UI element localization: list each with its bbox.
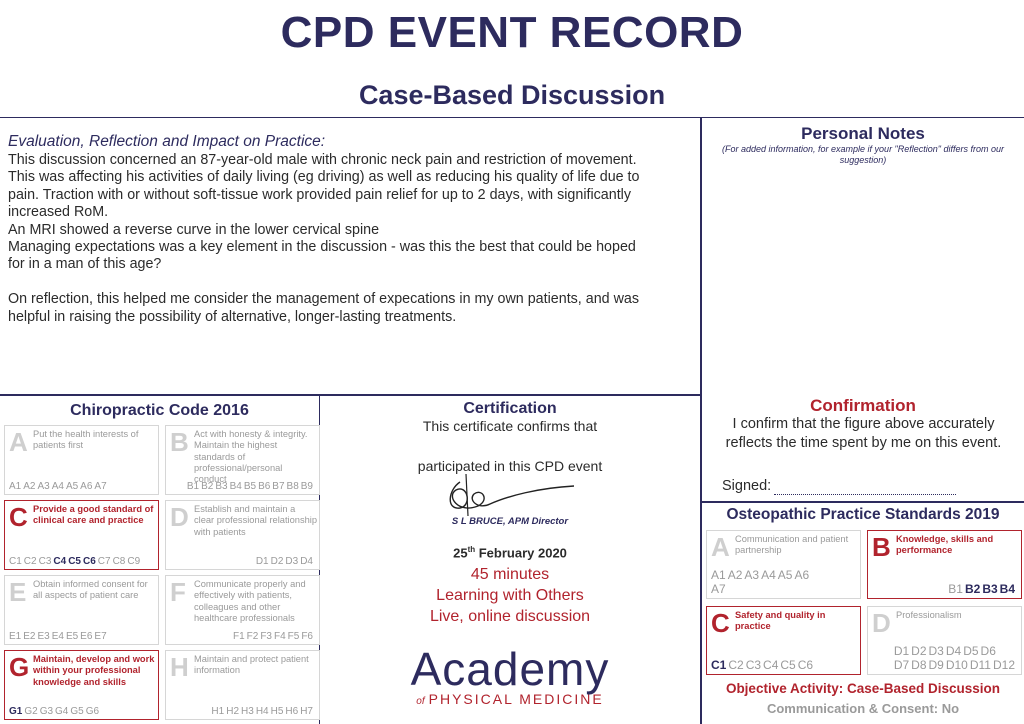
chiro-code-cell-c <box>4 500 159 570</box>
standard-code: F3 <box>260 631 272 642</box>
ops-standard-letter: D <box>872 608 891 638</box>
standard-code: B5 <box>243 481 257 492</box>
standard-code: A1 <box>9 481 22 492</box>
standard-code: F5 <box>287 631 300 642</box>
standard-code: C3 <box>745 658 762 672</box>
standard-code: D9 <box>928 658 944 672</box>
ops-standard-description: Communication and patient partnership <box>735 534 849 556</box>
chiro-code-cell-g <box>4 650 159 720</box>
signature-line[interactable] <box>774 494 956 495</box>
standard-code: C6 <box>82 556 96 567</box>
personal-notes-subheading-line: suggestion) <box>839 155 887 165</box>
page-subtitle: Case-Based Discussion <box>358 80 666 110</box>
standard-code: D6 <box>980 644 996 658</box>
standard-code: E4 <box>51 631 64 642</box>
standard-code: A1 <box>711 568 726 582</box>
chiro-code-description: Obtain informed consent for all aspects of patient care <box>33 579 148 601</box>
chiro-code-description: Provide a good standard of clinical care and practice <box>33 504 154 526</box>
standard-code: C7 <box>97 556 111 567</box>
academy-logo-subtitle-text: PHYSICAL MEDICINE <box>428 691 604 707</box>
evaluation-line: Managing expectations was a key element in the discussion - was this the best that could be hoped <box>8 239 636 255</box>
standard-code: B3 <box>982 582 998 596</box>
certification-line-2: participated in this CPD event <box>417 458 603 474</box>
chiropractic-code-panel <box>0 395 320 724</box>
certification-panel <box>320 395 701 724</box>
standard-code: C5 <box>780 658 796 672</box>
standard-code: C3 <box>38 556 52 567</box>
event-format: Live, online discussion <box>429 608 591 625</box>
ops-standard-codes <box>948 582 1017 596</box>
chiro-code-letter: D <box>170 502 189 532</box>
event-duration: 45 minutes <box>470 566 550 583</box>
standard-code: D4 <box>300 556 313 567</box>
ops-standard-letter: C <box>711 608 730 638</box>
standard-code: D1 <box>893 644 910 658</box>
standard-code: B7 <box>272 481 285 492</box>
standard-code: E6 <box>80 631 93 642</box>
chiro-code-codes <box>9 706 101 717</box>
standard-code: E3 <box>37 631 50 642</box>
ops-standard-cell-b <box>867 530 1022 599</box>
chiro-code-letter: H <box>170 652 189 682</box>
osteopathic-standards-heading: Osteopathic Practice Standards 2019 <box>726 506 1000 523</box>
chiro-code-cell-d <box>165 500 320 570</box>
ops-standard-letter: B <box>872 532 891 562</box>
evaluation-line: pain. Traction with or without soft-tissue work provided pain relief for up to 2 days, with significantly <box>8 186 632 203</box>
academy-logo-of: of <box>416 696 425 707</box>
standard-code: G1 <box>9 706 23 717</box>
standard-code: D5 <box>963 644 979 658</box>
page-title: CPD EVENT RECORD <box>280 8 744 57</box>
standard-code: E1 <box>9 631 22 642</box>
standard-code: B6 <box>258 481 271 492</box>
event-date <box>320 545 700 560</box>
standard-code: A5 <box>777 568 793 582</box>
ops-standard-cell-c <box>706 606 861 675</box>
personal-notes-subheading-line: (For added information, for example if your "Reflection" differs from our <box>721 144 1004 154</box>
standard-code: A2 <box>23 481 36 492</box>
ops-standard-codes <box>894 644 1017 672</box>
standard-code: A7 <box>94 481 107 492</box>
standard-code: C4 <box>53 556 67 567</box>
chiro-code-description: Act with honesty & integrity. Maintain the highest standards of professional/personal conduct <box>194 429 308 485</box>
ops-standard-description: Safety and quality in practice <box>735 610 826 632</box>
ops-standard-description: Professionalism <box>896 610 962 620</box>
communication-consent: Communication & Consent: No <box>766 701 960 716</box>
standard-code: B2 <box>964 582 981 596</box>
evaluation-line: helpful in raising the possibility of alternative, longer-lasting treatments. <box>8 308 457 325</box>
standard-code: H4 <box>255 706 269 717</box>
ops-standard-codes <box>711 658 815 672</box>
confirmation-text-line: I confirm that the figure above accurately <box>732 416 995 432</box>
standard-code: A6 <box>794 568 810 582</box>
standard-code: A6 <box>80 481 93 492</box>
chiro-code-description: Communicate properly and effectively with patients, colleagues and other healthcare professionals <box>194 579 306 623</box>
standard-code: D8 <box>911 658 927 672</box>
signatory-name: S L BRUCE, APM Director <box>451 516 569 527</box>
confirmation-text-line: reflects the time spent by me on this event. <box>725 435 1002 451</box>
chiro-code-description: Establish and maintain a clear professional relationship with patients <box>194 504 317 537</box>
standard-code: H7 <box>300 706 313 717</box>
standard-code: D11 <box>969 658 991 672</box>
standard-code: G5 <box>70 706 84 717</box>
personal-notes-subheading <box>702 144 1024 166</box>
standard-code: G3 <box>39 706 54 717</box>
academy-logo-subtitle <box>320 691 700 707</box>
chiro-code-letter: F <box>170 577 186 607</box>
standard-code: A3 <box>744 568 760 582</box>
evaluation-line: On reflection, this helped me consider the management of expecations in my own patients, and was <box>8 291 640 308</box>
standard-code: H5 <box>270 706 284 717</box>
standard-code: F2 <box>246 631 259 642</box>
chiro-code-codes <box>256 556 315 567</box>
chiro-code-codes <box>211 706 315 717</box>
standard-code: F4 <box>273 631 286 642</box>
chiro-code-letter: E <box>9 577 27 607</box>
chiro-code-cell-a <box>4 425 159 495</box>
standard-code: B1 <box>186 481 200 492</box>
standard-code: D3 <box>285 556 299 567</box>
standard-code: A2 <box>727 568 743 582</box>
standard-code: G6 <box>85 706 100 717</box>
signature-scribble <box>438 470 588 520</box>
standard-code: D10 <box>945 658 968 672</box>
standard-code: E5 <box>65 631 79 642</box>
standard-code: B9 <box>300 481 313 492</box>
standard-code: C5 <box>68 556 81 567</box>
chiro-code-description: Maintain, develop and work within your professional knowledge and skills <box>33 654 155 687</box>
standard-code: D1 <box>255 556 269 567</box>
standard-code: B8 <box>286 481 299 492</box>
chiro-code-cell-b <box>165 425 320 495</box>
osteopathic-standards-panel <box>701 502 1024 724</box>
ops-standard-cell-a <box>706 530 861 599</box>
standard-code: H2 <box>226 706 240 717</box>
evaluation-line: An MRI showed a reverse curve in the lower cervical spine <box>8 221 380 238</box>
evaluation-panel <box>0 117 701 395</box>
chiro-code-cell-f <box>165 575 320 645</box>
chiro-code-codes <box>9 481 109 492</box>
standard-code: C2 <box>23 556 37 567</box>
standard-code: B4 <box>229 481 242 492</box>
chiro-code-cell-h <box>165 650 320 720</box>
academy-logo-wordmark: Academy <box>410 643 610 695</box>
personal-notes-heading: Personal Notes <box>801 124 925 143</box>
evaluation-line: increased RoM. <box>8 204 109 221</box>
standard-code: C1 <box>711 658 727 672</box>
standard-code: C1 <box>9 556 22 567</box>
event-date-day: 25 <box>453 545 468 561</box>
chiro-code-letter: C <box>9 502 28 532</box>
chiro-code-letter: B <box>170 427 189 457</box>
standard-code: B4 <box>999 582 1015 596</box>
ops-standard-letter: A <box>711 532 730 562</box>
standard-code: D2 <box>911 644 927 658</box>
chiro-code-letter: A <box>9 427 28 457</box>
chiro-code-codes <box>9 631 109 642</box>
standard-code: H1 <box>211 706 225 717</box>
standard-code: A4 <box>761 568 776 582</box>
standard-code: H3 <box>241 706 254 717</box>
standard-code: C4 <box>763 658 779 672</box>
chiro-code-description: Put the health interests of patients first <box>33 429 139 451</box>
chiro-code-letter: G <box>9 652 30 682</box>
chiro-code-description: Maintain and protect patient information <box>194 654 309 676</box>
certification-heading: Certification <box>463 400 557 417</box>
standard-code: D7 <box>893 658 910 672</box>
confirmation-text <box>712 415 1015 453</box>
standard-code: D4 <box>945 644 962 658</box>
standard-code: B1 <box>948 582 963 596</box>
event-date-suffix: th <box>467 545 476 554</box>
standard-code: A4 <box>51 481 64 492</box>
event-date-rest: February 2020 <box>475 545 567 561</box>
evaluation-line: for in a man of this age? <box>8 256 162 273</box>
chiropractic-code-heading: Chiropractic Code 2016 <box>70 402 249 419</box>
standard-code: C8 <box>112 556 126 567</box>
standard-code: C2 <box>728 658 744 672</box>
chiro-code-codes <box>9 556 142 567</box>
ops-standard-description: Knowledge, skills and performance <box>896 534 994 556</box>
standard-code: H6 <box>285 706 299 717</box>
evaluation-heading: Evaluation, Reflection and Impact on Practice: <box>8 133 326 150</box>
standard-code: G4 <box>55 706 69 717</box>
confirmation-heading: Confirmation <box>810 396 916 415</box>
certification-line-1: This certificate confirms that <box>422 418 598 434</box>
personal-notes-panel <box>701 117 1024 502</box>
standard-code: E2 <box>23 631 36 642</box>
standard-code: B2 <box>201 481 214 492</box>
chiro-code-cell-e <box>4 575 159 645</box>
standard-code: F6 <box>301 631 313 642</box>
chiro-code-codes <box>187 481 315 492</box>
event-type: Learning with Others <box>436 587 584 604</box>
standard-code: G2 <box>24 706 38 717</box>
signed-label: Signed: <box>722 478 772 494</box>
standard-code: C9 <box>127 556 141 567</box>
objective-activity: Objective Activity: Case-Based Discussion <box>725 681 1001 696</box>
standard-code: A3 <box>37 481 50 492</box>
standard-code: F1 <box>232 631 245 642</box>
ops-standard-cell-d <box>867 606 1022 675</box>
evaluation-line: This discussion concerned an 87-year-old male with chronic neck pain and restriction of movement. <box>8 152 637 168</box>
evaluation-line: This was affecting his activities of daily living (eg driving) as well as reducing his quality of life due to <box>8 169 640 186</box>
standard-code: A5 <box>65 481 79 492</box>
standard-code: D12 <box>992 658 1015 672</box>
standard-code: C6 <box>797 658 814 672</box>
standard-code: B3 <box>215 481 228 492</box>
chiro-code-codes <box>233 631 315 642</box>
standard-code: E7 <box>94 631 107 642</box>
standard-code: A7 <box>711 582 726 596</box>
standard-code: D2 <box>270 556 284 567</box>
ops-standard-codes <box>711 568 811 596</box>
standard-code: D3 <box>928 644 944 658</box>
